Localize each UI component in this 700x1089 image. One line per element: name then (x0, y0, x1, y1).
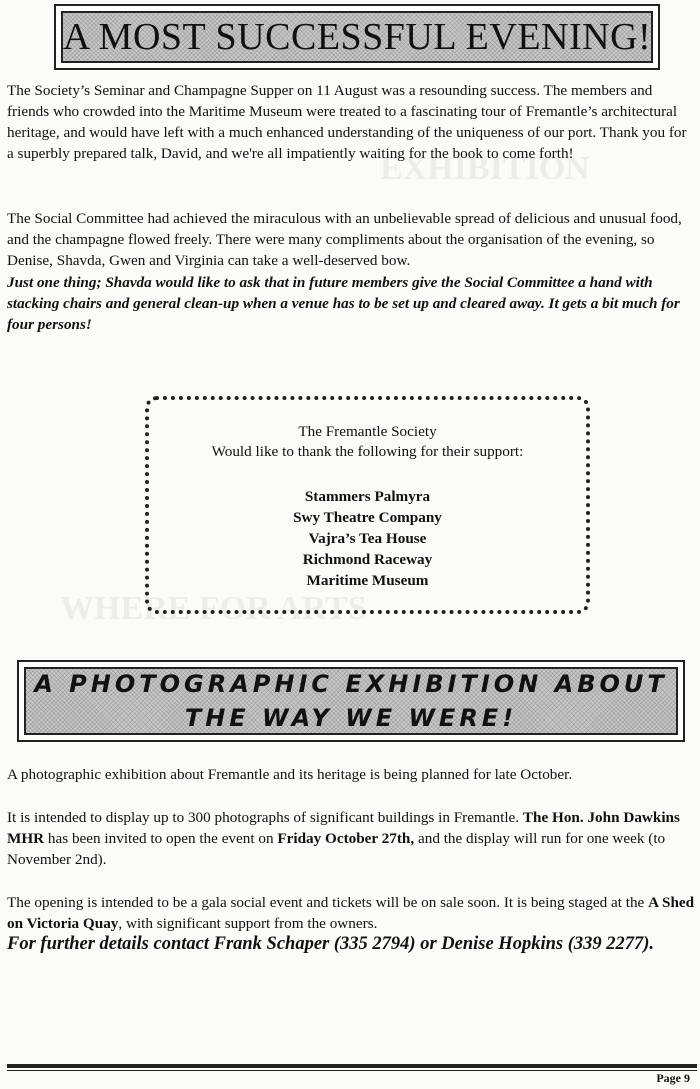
section2-banner (17, 660, 685, 742)
sponsor-item: Richmond Raceway (302, 551, 433, 568)
sponsor-item: Swy Theatre Company (293, 509, 442, 526)
text-run: It is intended to display up to 300 photographs of significant buildings in Fremantle. (7, 809, 523, 826)
section1-paragraph-3: Just one thing; Shavda would like to ask that in future members give the Social Committee a hand with stacking chairs and general clean-up when a venue has to be set up and cleared away. It gets a bit much for four persons! (7, 274, 680, 333)
thanks-line-2: Would like to thank the following for their support: (211, 443, 524, 460)
text-run-bold: A Shed on Victoria Quay (7, 894, 695, 932)
sponsor-item: Vajra’s Tea House (308, 530, 427, 547)
section2-paragraph-3 (7, 892, 695, 934)
sponsor-list (149, 486, 586, 591)
text-run-bold: Friday October 27th, (277, 830, 415, 847)
footer-rule-thin (7, 1070, 697, 1071)
text-run-bold: The Hon. John Dawkins MHR (7, 809, 680, 847)
section1-paragraph-2: The Social Committee had achieved the miraculous with an unbelievable spread of delicious and unusual food, and the champagne flowed freely. There were many compliments about the organisation of the evening, so Denise, Shavda, Gwen and Virginia can take a well-deserved bow. (7, 210, 682, 269)
sponsor-item: Maritime Museum (306, 572, 429, 589)
sponsor-item: Stammers Palmyra (304, 488, 431, 505)
section2-paragraph-1: A photographic exhibition about Fremantle and its heritage is being planned for late October. (7, 766, 573, 783)
bleed-through: WHERE FOR ARTS (60, 590, 367, 627)
section2-title-line-1: A PHOTOGRAPHIC EXHIBITION ABOUT (34, 670, 668, 698)
thanks-line-1: The Fremantle Society (298, 423, 437, 440)
section1-paragraph-1: The Society’s Seminar and Champagne Supper on 11 August was a resounding success. The members and friends who crowded into the Maritime Museum were treated to a fascinating tour of Fremantle’s architectural heritage, and would have left with a much enhanced understanding of the uniqueness of our port. Thank you for a superbly prepared talk, David, and we're all impatiently waiting for the book to come forth! (7, 82, 687, 162)
text-run: and the display will run for one week (to November 2nd). (7, 830, 666, 868)
text-run: , with significant support from the owners. (118, 915, 378, 932)
page-number: Page 9 (656, 1071, 690, 1085)
footer-rule (7, 1064, 697, 1068)
section2-title (34, 667, 668, 735)
contact-details: For further details contact Frank Schaper (335 2794) or Denise Hopkins (339 2277). (7, 934, 655, 954)
text-run: has been invited to open the event on (44, 830, 278, 847)
text-run: The opening is intended to be a gala social event and tickets will be on sale soon. It is being staged at the (7, 894, 649, 911)
section2-title-line-2: THE WAY WE WERE! (184, 704, 518, 732)
section2-paragraph-2 (7, 807, 695, 870)
bleed-through: EXHIBITION (380, 150, 590, 187)
section1-banner (54, 4, 660, 70)
thanks-box (145, 396, 590, 614)
thanks-intro (149, 422, 586, 462)
section1-title: A MOST SUCCESSFUL EVENING! (62, 16, 652, 58)
